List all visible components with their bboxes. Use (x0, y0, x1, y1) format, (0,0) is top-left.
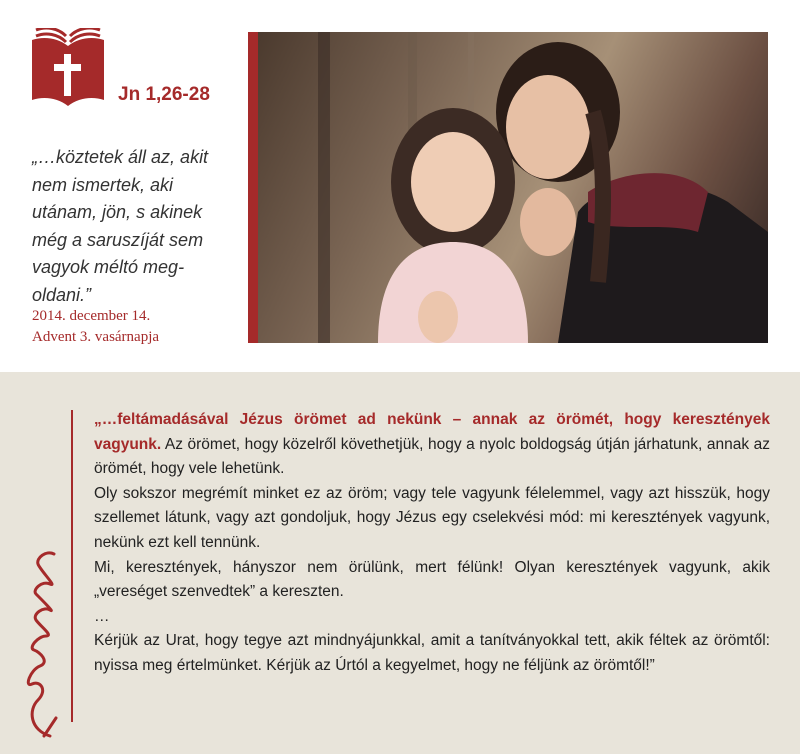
paragraph-3: Mi, keresztények, hányszor nem örülünk, mert félünk! Olyan keresztények vagyunk, akik „vereséget szenvedtek” a kereszten. (94, 558, 770, 601)
lead-quote: „…feltámadásával Jézus örömet ad nekünk – annak az örömét, hogy keresztények vagyunk. (94, 411, 770, 453)
bible-icon (30, 28, 106, 108)
paragraph-2: Oly sokszor megrémít minket ez az öröm; vagy tele vagyunk félelemmel, vagy azt hisszük, hogy szellemet látunk, vagy azt gondoljuk, hogy Jézus egy cselekvési mód: mi keresztények vagyunk, nekünk ezt kell tennünk. (94, 484, 770, 551)
header-section (0, 0, 800, 372)
ellipsis: … (94, 607, 110, 625)
lead-continuation: Az örömet, hogy közelről követhetjük, hogy a nyolc boldogság útján járhatunk, annak az örömét, hogy vele lehetünk. (94, 435, 770, 478)
liturgical-day: Advent 3. vasárnapja (32, 329, 160, 345)
photo-illustration (258, 32, 768, 343)
scripture-quote: „…köztetek áll az, akit nem ismertek, aki utánam, jön, s akinek még a saruszíját sem vagyok méltó meg-oldani.” (32, 147, 209, 305)
scripture-reference: Jn 1,26-28 (118, 84, 210, 105)
paragraph-4: Kérjük az Urat, hogy tegye azt mindnyájunkkal, amit a tanítványokkal tett, akik féltek az örömtől: nyissa meg értelmünket. Kérjük az Úrtól a kegyelmet, hogy ne féljünk az örömtől!” (94, 632, 770, 674)
photo (258, 32, 768, 343)
photo-accent-bar (248, 32, 258, 343)
paragraph-1 (94, 408, 770, 482)
section-divider (71, 410, 73, 722)
date-block (32, 306, 237, 348)
quote-text (94, 408, 770, 679)
date-line: 2014. december 14. (32, 308, 151, 324)
signature-francisco (10, 540, 70, 740)
